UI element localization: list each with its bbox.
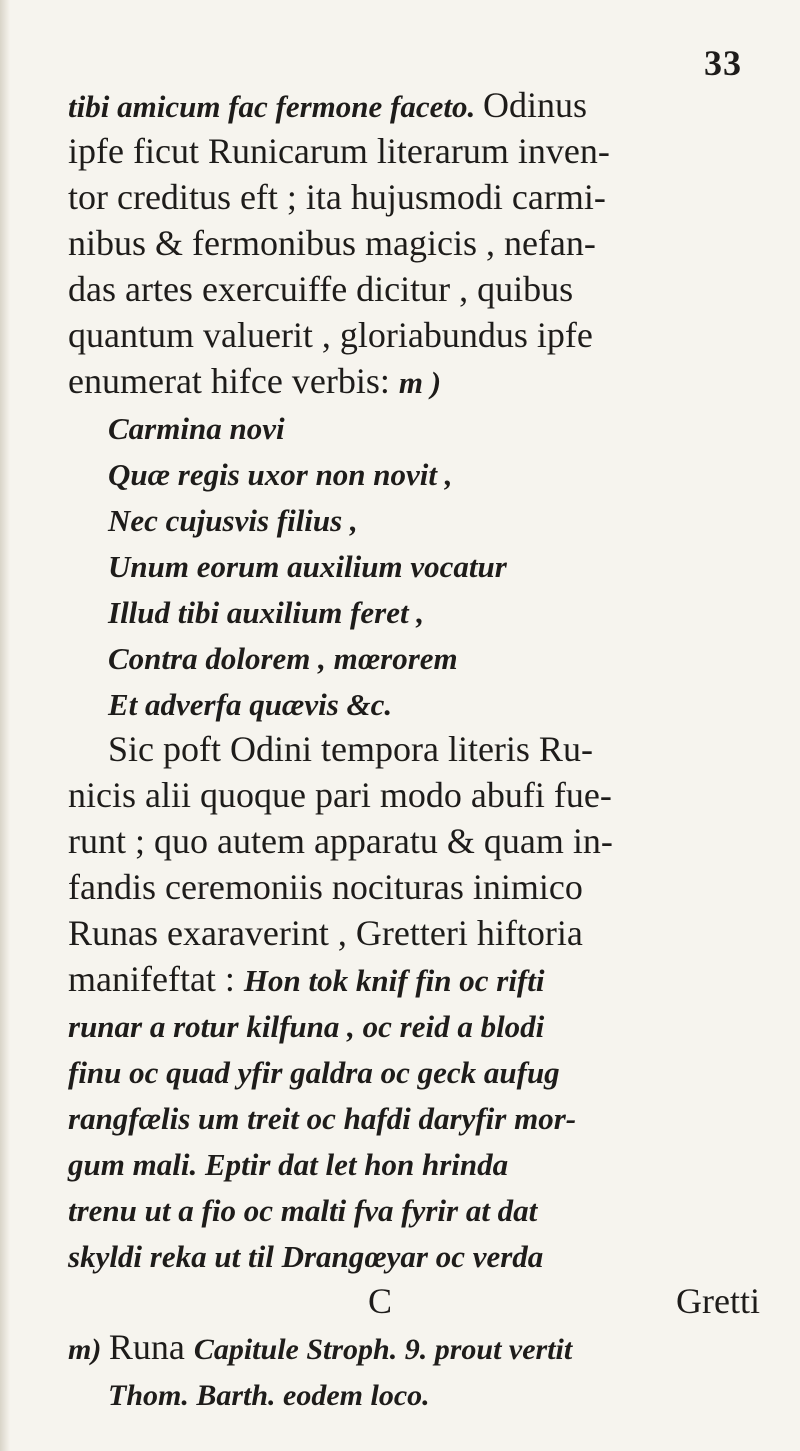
text-line	[68, 220, 788, 266]
text-segment: trenu ut a fio oc malti fva fyrir at dat	[68, 1193, 538, 1228]
text-segment: Nec cujusvis filius ,	[108, 503, 358, 538]
text-segment: rangfælis um treit oc hafdi daryfir mor-	[68, 1101, 577, 1136]
text-segment: manifeftat :	[68, 959, 244, 999]
text-line	[68, 772, 788, 818]
text-segment: Quæ regis uxor non novit ,	[108, 457, 453, 492]
text-line	[68, 1186, 788, 1232]
text-segment: Runa	[108, 1327, 194, 1367]
text-segment: Unum eorum auxilium vocatur	[108, 549, 507, 584]
text-line	[68, 496, 788, 542]
text-segment: ipfe ficut Runicarum literarum inven-	[68, 131, 610, 171]
text-segment: tor creditus eft ; ita hujusmodi carmi-	[68, 177, 606, 217]
page-number: 33	[704, 43, 742, 83]
footnote-line	[68, 1324, 788, 1370]
text-segment: Hon tok knif fin oc rifti	[243, 963, 545, 998]
text-segment: runt ; quo autem apparatu & quam in-	[68, 821, 613, 861]
text-line	[68, 404, 788, 450]
text-line	[68, 818, 788, 864]
footnote-line	[68, 1370, 788, 1416]
signature-gretti: Gretti	[676, 1281, 760, 1321]
text-line	[68, 542, 788, 588]
text-segment: Odinus	[482, 85, 587, 125]
text-line	[68, 82, 788, 128]
text-segment: m)	[68, 1333, 109, 1366]
text-segment: Thom. Barth. eodem loco.	[108, 1379, 430, 1412]
signature-line	[68, 1278, 788, 1324]
text-line	[68, 450, 788, 496]
text-segment: nibus & fermonibus magicis , nefan-	[68, 223, 596, 263]
body-text	[68, 82, 788, 1416]
text-segment: runar a rotur kilfuna , oc reid a blodi	[68, 1009, 545, 1044]
text-segment: Capitule Stroph. 9. prout vertit	[193, 1333, 573, 1366]
text-line	[68, 1094, 788, 1140]
text-segment: Sic poft Odini tempora literis Ru-	[108, 729, 593, 769]
text-lines	[68, 82, 788, 1278]
text-line	[68, 1140, 788, 1186]
text-line	[68, 1232, 788, 1278]
text-segment: Illud tibi auxilium feret ,	[108, 595, 425, 630]
text-segment: Runas exaraverint , Gretteri hiftoria	[68, 913, 583, 953]
text-line	[68, 358, 788, 404]
text-segment: m )	[398, 365, 442, 400]
signature-c: C	[368, 1281, 393, 1321]
text-line	[68, 864, 788, 910]
text-segment: nicis alii quoque pari modo abufi fue-	[68, 775, 612, 815]
text-segment: quantum valuerit , gloriabundus ipfe	[68, 315, 593, 355]
text-line	[68, 266, 788, 312]
text-line	[68, 312, 788, 358]
text-segment: fandis ceremoniis nocituras inimico	[68, 867, 583, 907]
text-line	[68, 680, 788, 726]
text-segment: Et adverfa quævis &c.	[108, 687, 393, 722]
text-line	[68, 634, 788, 680]
text-line	[68, 128, 788, 174]
text-line	[68, 726, 788, 772]
text-segment: finu oc quad yfir galdra oc geck aufug	[68, 1055, 560, 1090]
text-segment: das artes exercuiffe dicitur , quibus	[68, 269, 574, 309]
text-segment: Carmina novi	[108, 411, 285, 446]
page-edge-shadow	[0, 0, 10, 1451]
text-line	[68, 956, 788, 1002]
footnote	[68, 1324, 788, 1416]
text-segment: enumerat hifce verbis:	[68, 361, 399, 401]
text-line	[68, 588, 788, 634]
text-segment: Contra dolorem , mœrorem	[108, 641, 458, 676]
text-segment: skyldi reka ut til Drangœyar oc verda	[68, 1239, 544, 1274]
text-line	[68, 1002, 788, 1048]
text-segment: gum mali. Eptir dat let hon hrinda	[68, 1147, 509, 1182]
text-line	[68, 174, 788, 220]
text-line	[68, 1048, 788, 1094]
text-segment: tibi amicum fac fermone faceto.	[68, 89, 483, 124]
text-line	[68, 910, 788, 956]
